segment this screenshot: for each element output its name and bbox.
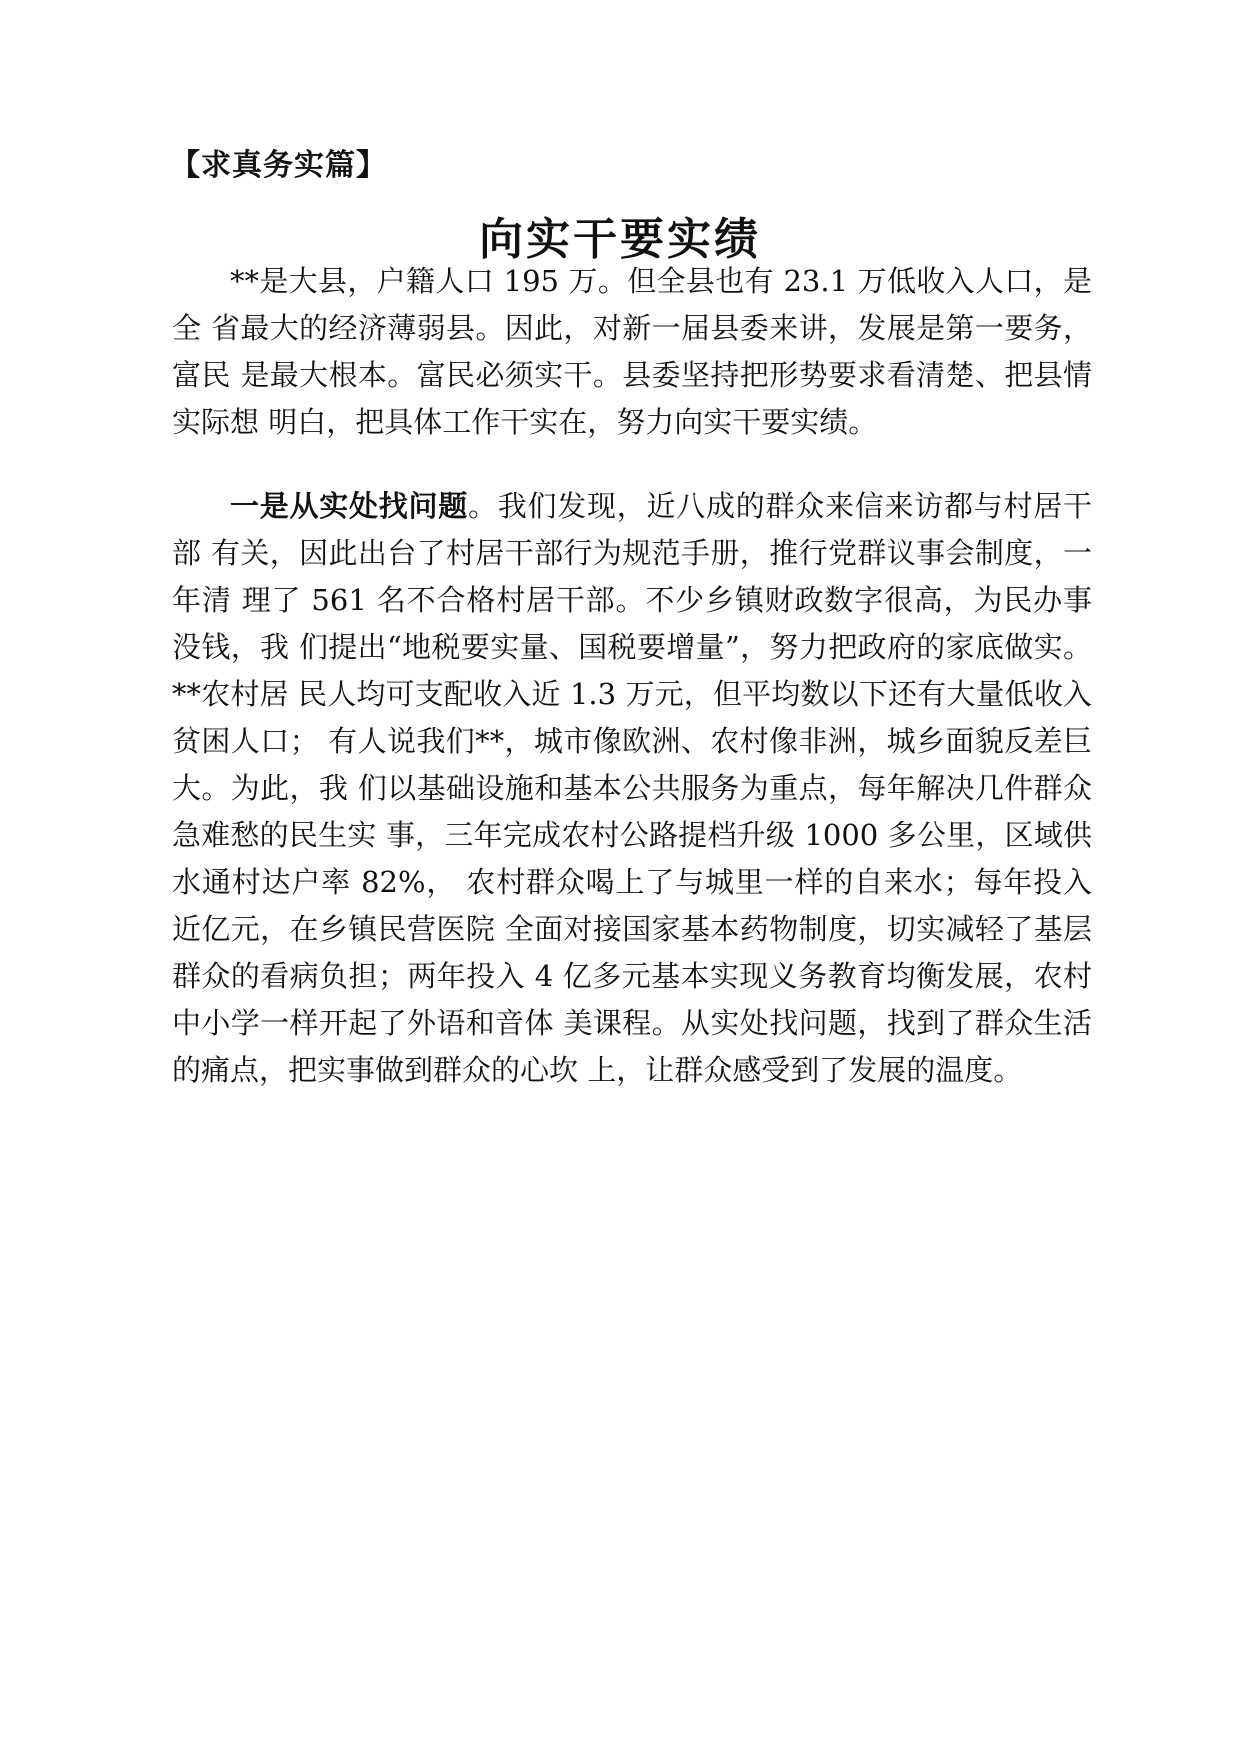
paragraph-point-one-lead: 一是从实处找问题: [230, 489, 468, 523]
paragraph-intro: [172, 258, 1092, 446]
section-tag: 【求真务实篇】: [170, 148, 387, 183]
page-title: 向实干要实绩: [479, 214, 761, 265]
paragraph-point-one-text: 。我们发现，近八成的群众来信来访都与村居干部 有关，因此出台了村居干部行为规范手册，推行党群议事会制度，一年清 理了 561 名不合格村居干部。不少乡镇财政数字很高，为民办事没钱，我 们提出“地税要实量、国税要增量”，努力把政府的家底做实。**农村居 民人均可支配收入近 1.3 万元，但平均数以下还有大量低收入贫困人口； 有人说我们**，城市像欧洲、农村像非洲，城乡面貌反差巨大。为此，我 们以基础设施和基本公共服务为重点，每年解决几件群众急难愁的民生实 事，三年完成农村公路提档升级 1000 多公里，区域供水通村达户率 82%， 农村群众喝上了与城里一样的自来水；每年投入近亿元，在乡镇民营医院 全面对接国家基本药物制度，切实减轻了基层群众的看病负担；两年投入 4 亿多元基本实现义务教育均衡发展，农村中小学一样开起了外语和音体 美课程。从实处找问题，找到了群众生活的痛点，把实事做到群众的心坎 上，让群众感受到了发展的温度。: [172, 489, 1092, 1087]
paragraph-intro-text: **是大县，户籍人口 195 万。但全县也有 23.1 万低收入人口，是全 省最大的经济薄弱县。因此，对新一届县委来讲，发展是第一要务，富民 是最大根本。富民必须实干。县委坚持把形势要求看清楚、把县情实际想 明白，把具体工作干实在，努力向实干要实绩。: [172, 264, 1092, 439]
paragraph-point-one: [172, 483, 1092, 1094]
